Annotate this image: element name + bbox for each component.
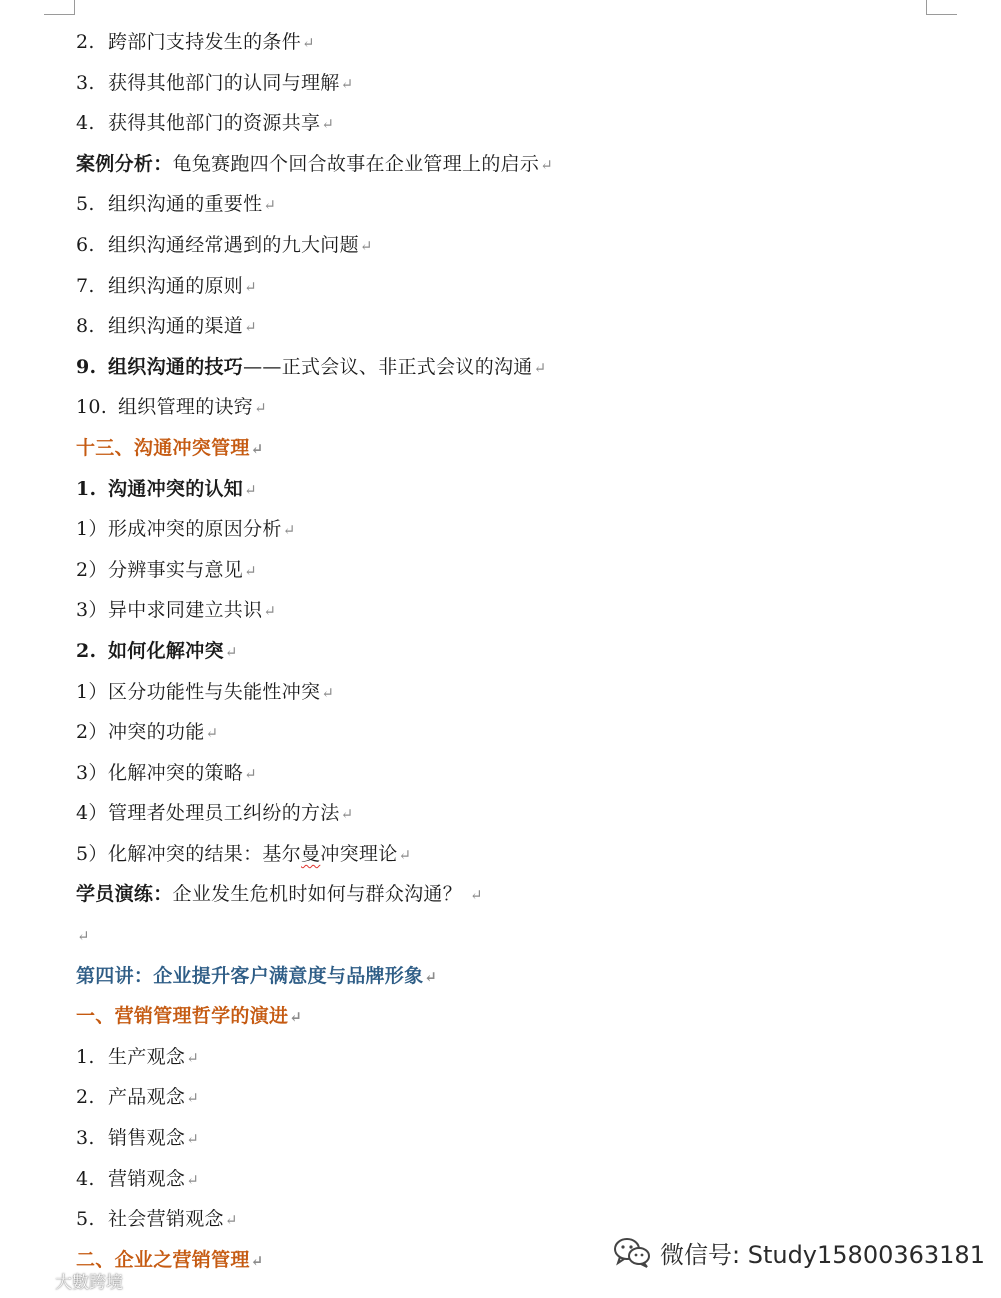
item-number: 2） (76, 721, 108, 744)
item-text: 异中求同建立共识 (108, 599, 263, 622)
item-number: 3） (76, 761, 108, 784)
item-number: 10. (76, 396, 108, 419)
paragraph-mark: ↵ (244, 764, 257, 783)
item-number: 1） (76, 518, 108, 541)
exercise-line (76, 874, 956, 915)
item-number: 3） (76, 599, 108, 622)
paragraph-mark: ↵ (398, 845, 412, 864)
list-item (76, 387, 956, 428)
item-number: 2） (76, 558, 108, 581)
item-text: 产品观念 (108, 1086, 186, 1109)
site-logo-watermark (8, 1268, 123, 1292)
subheading-text: 如何化解冲突 (108, 639, 224, 662)
item-number: 3. (76, 1127, 95, 1150)
paragraph-mark: ↵ (250, 439, 264, 458)
crop-mark-top-left (44, 0, 75, 15)
lecture-heading (76, 956, 956, 997)
paragraph-mark: ↵ (250, 1251, 264, 1270)
paragraph-mark: ↵ (340, 805, 354, 824)
item-number: 3. (76, 71, 95, 94)
paragraph-mark: ↵ (289, 1008, 303, 1027)
item-text: 冲突的功能 (108, 721, 205, 744)
list-item (76, 672, 956, 713)
list-item (76, 1037, 956, 1078)
item-text: 组织沟通经常遇到的九大问题 (108, 233, 359, 256)
weibo-eye-icon (8, 1268, 52, 1293)
item-text-end: 冲突理论 (320, 842, 398, 865)
item-number: 1. (76, 1045, 95, 1068)
crop-mark-top-right (926, 0, 957, 15)
wechat-watermark (612, 1232, 985, 1272)
item-number: 5. (76, 1208, 95, 1231)
list-item (76, 22, 956, 63)
item-number: 5） (76, 842, 108, 865)
paragraph-mark: ↵ (254, 399, 267, 418)
item-text: 社会营销观念 (108, 1208, 224, 1231)
item-text: 组织沟通的原则 (108, 274, 244, 297)
item-bold-text: 组织沟通的技巧 (108, 355, 244, 378)
item-text: 生产观念 (108, 1045, 186, 1068)
item-number: 9. (76, 355, 97, 378)
subheading-text: 沟通冲突的认知 (108, 477, 244, 500)
item-number: 2. (76, 31, 95, 53)
list-item (76, 712, 956, 753)
list-item (76, 184, 956, 225)
item-text: 组织沟通的重要性 (108, 193, 263, 216)
paragraph-mark: ↵ (321, 683, 335, 702)
item-text: 获得其他部门的资源共享 (108, 112, 321, 135)
empty-paragraph (76, 915, 956, 956)
item-number: 6. (76, 233, 95, 256)
wechat-icon (612, 1235, 652, 1269)
item-text: 化解冲突的结果：基尔 (108, 842, 302, 865)
paragraph-mark: ↵ (186, 1089, 200, 1108)
item-number: 1） (76, 680, 108, 703)
subheading (76, 631, 956, 672)
paragraph-mark: ↵ (244, 318, 257, 337)
lecture-heading-text: 第四讲：企业提升客户满意度与品牌形象 (76, 964, 424, 987)
item-number: 4. (76, 1167, 95, 1190)
case-analysis-line (76, 144, 956, 185)
item-text: 获得其他部门的认同与理解 (108, 71, 340, 94)
paragraph-mark: ↵ (424, 967, 438, 986)
item-text: 管理者处理员工纠纷的方法 (108, 802, 340, 825)
subheading (76, 469, 956, 510)
list-item (76, 103, 956, 144)
paragraph-mark: ↵ (340, 74, 354, 93)
paragraph-mark: ↵ (77, 927, 90, 946)
section-heading-text: 十三、沟通冲突管理 (76, 436, 250, 459)
item-text: ——正式会议、非正式会议的沟通 (243, 355, 533, 378)
item-text: 组织管理的诀窍 (118, 396, 254, 419)
item-text: 形成冲突的原因分析 (108, 518, 282, 541)
case-label: 案例分析： (76, 152, 173, 175)
paragraph-mark: ↵ (244, 561, 257, 580)
spellcheck-flagged-word: 曼 (301, 842, 321, 865)
paragraph-mark: ↵ (321, 115, 335, 134)
paragraph-mark: ↵ (302, 34, 315, 52)
paragraph-mark: ↵ (282, 521, 296, 540)
item-number: 5. (76, 193, 95, 216)
paragraph-mark: ↵ (263, 602, 277, 621)
paragraph-mark: ↵ (224, 642, 238, 661)
list-item (76, 590, 956, 631)
logo-text: 大數跨境 (55, 1272, 123, 1293)
list-item (76, 793, 956, 834)
item-text: 跨部门支持发生的条件 (108, 31, 302, 53)
item-number: 4） (76, 802, 108, 825)
exercise-label: 学员演练： (76, 883, 173, 906)
paragraph-mark: ↵ (224, 1211, 238, 1230)
item-text: 销售观念 (108, 1127, 186, 1150)
item-text: 营销观念 (108, 1167, 186, 1190)
paragraph-mark: ↵ (205, 724, 219, 743)
list-item (76, 550, 956, 591)
list-item (76, 1118, 956, 1159)
case-text: 龟兔赛跑四个回合故事在企业管理上的启示 (172, 152, 540, 175)
list-item (76, 347, 956, 388)
paragraph-mark: ↵ (533, 358, 547, 377)
paragraph-mark: ↵ (540, 155, 554, 174)
paragraph-mark: ↵ (186, 1130, 200, 1149)
item-text: 区分功能性与失能性冲突 (108, 680, 321, 703)
paragraph-mark: ↵ (186, 1170, 200, 1189)
paragraph-mark: ↵ (244, 480, 257, 499)
list-item (76, 225, 956, 266)
section-heading-text: 一、营销管理哲学的演进 (76, 1005, 289, 1028)
list-item (76, 266, 956, 307)
paragraph-mark: ↵ (186, 1048, 200, 1067)
item-text: 分辨事实与意见 (108, 558, 244, 581)
paragraph-mark: ↵ (470, 886, 483, 905)
list-item (76, 834, 956, 875)
list-item (76, 63, 956, 104)
item-text: 化解冲突的策略 (108, 761, 244, 784)
wechat-id-text: 微信号: Study15800363181 (660, 1240, 985, 1269)
paragraph-mark: ↵ (359, 236, 373, 255)
section-heading (76, 428, 956, 469)
document-body (76, 22, 956, 1280)
item-number: 4. (76, 112, 95, 135)
paragraph-mark: ↵ (263, 196, 277, 215)
section-heading-text: 二、企业之营销管理 (76, 1248, 250, 1271)
section-heading (76, 996, 956, 1037)
list-item (76, 753, 956, 794)
item-number: 2. (76, 1086, 95, 1109)
list-item (76, 306, 956, 347)
paragraph-mark: ↵ (244, 277, 257, 296)
item-number: 2. (76, 639, 97, 662)
list-item (76, 1077, 956, 1118)
exercise-text: 企业发生危机时如何与群众沟通？ (172, 883, 463, 906)
item-number: 1. (76, 477, 97, 500)
list-item (76, 509, 956, 550)
list-item (76, 1159, 956, 1200)
item-text: 组织沟通的渠道 (108, 315, 244, 338)
item-number: 8. (76, 315, 95, 338)
item-number: 7. (76, 274, 95, 297)
